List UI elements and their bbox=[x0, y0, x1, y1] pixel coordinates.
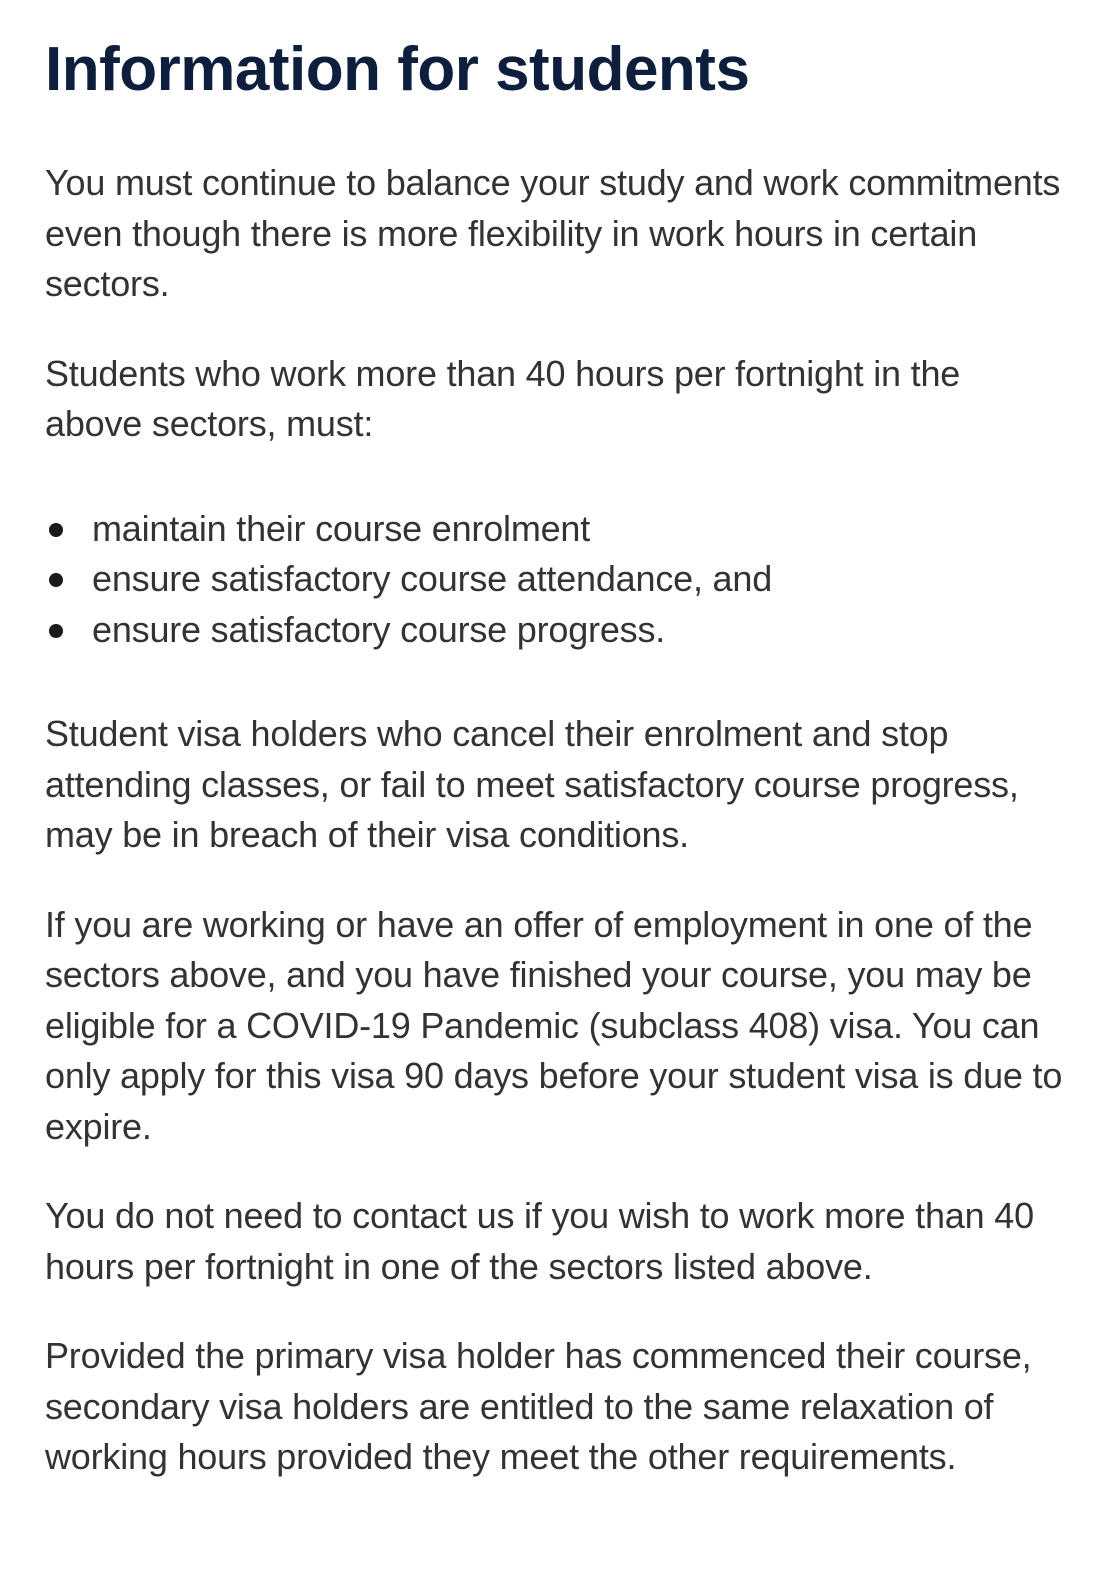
page-title: Information for students bbox=[45, 35, 750, 104]
list-item-text: maintain their course enrolment bbox=[92, 507, 591, 549]
list-item-text: ensure satisfactory course attendance, and bbox=[92, 558, 773, 599]
bullet-icon bbox=[49, 624, 63, 638]
paragraph-covid-visa: If you are working or have an offer of employment in one of the sectors above, and you have finished your course, you may be eligible for a COVID-19 Pandemic (subclass 408) visa. You can only apply for this visa 90 days before your student visa is due to expire. bbox=[45, 903, 1063, 1147]
paragraph-balance-study-work: You must continue to balance your study and work commitments even though there is more flexibility in work hours in certain sectors. bbox=[45, 162, 1061, 304]
content-page bbox=[45, 30, 1065, 1483]
paragraph-no-contact-needed: You do not need to contact us if you wish to work more than 40 hours per fortnight in one of the sectors listed above. bbox=[45, 1195, 1034, 1287]
paragraph-secondary-holders: Provided the primary visa holder has commenced their course, secondary visa holders are entitled to the same relaxation of working hours provided they meet the other requirements. bbox=[45, 1335, 1032, 1477]
bullet-icon bbox=[49, 523, 63, 537]
list-item bbox=[45, 605, 1065, 656]
requirements-list bbox=[45, 504, 1065, 656]
paragraph-visa-breach: Student visa holders who cancel their enrolment and stop attending classes, or fail to meet satisfactory course progress, may be in breach of their visa conditions. bbox=[45, 713, 1019, 855]
bullet-icon bbox=[49, 573, 63, 587]
paragraph-students-requirements-intro: Students who work more than 40 hours per fortnight in the above sectors, must: bbox=[45, 352, 961, 444]
list-item bbox=[45, 504, 1065, 555]
list-item bbox=[45, 554, 1065, 605]
list-item-text: ensure satisfactory course progress. bbox=[92, 608, 666, 650]
